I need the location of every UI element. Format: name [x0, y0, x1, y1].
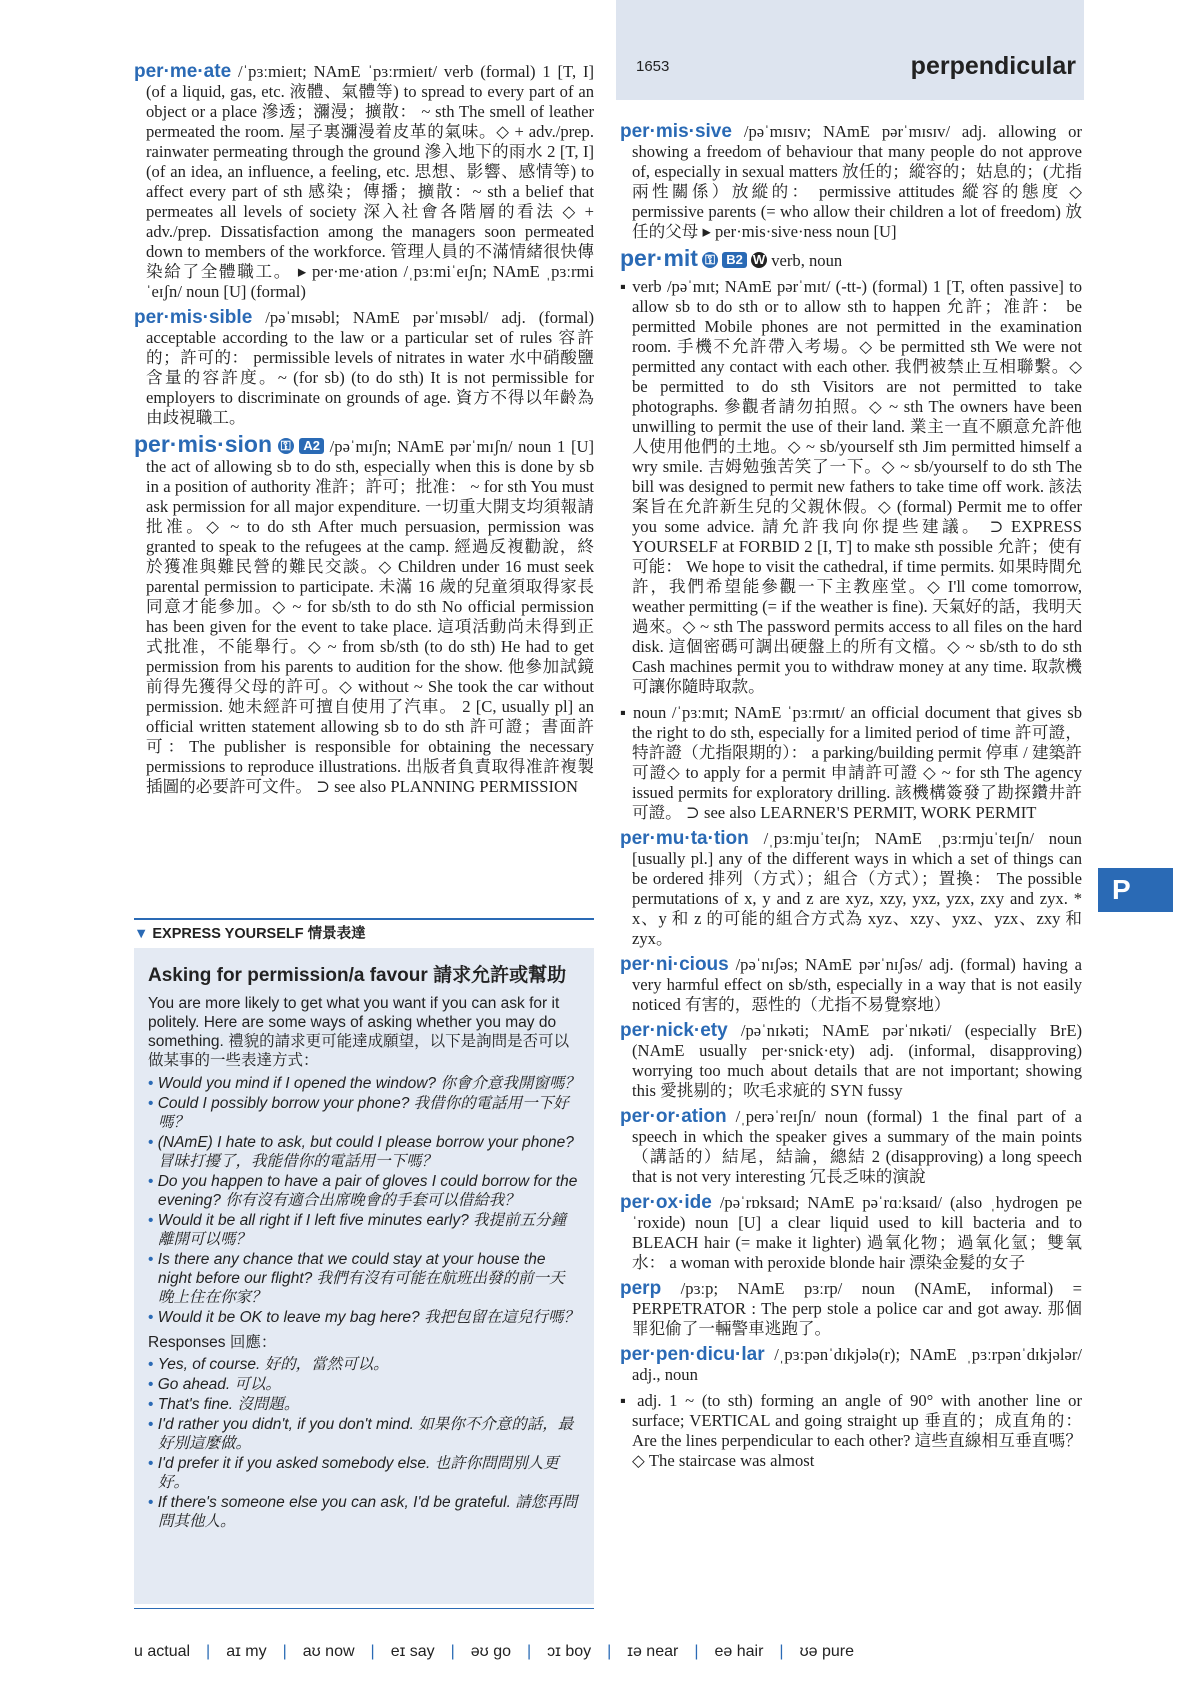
list-item: • I'd rather you didn't, if you don't mind. 如果你不介意的話，最好別這麼做。 — [148, 1415, 580, 1453]
oxford3000-key-icon: ⚿ — [278, 438, 294, 454]
headword: per·mis·sive — [620, 122, 732, 142]
box-intro: You are more likely to get what you want if you can ask for it politely. Here are some ways of asking whether you may do something. 禮貌的請求更可能達成願望，以下是詢問是否可以做某事的一些表達方式： — [148, 995, 570, 1069]
entry-perpendicular — [620, 1345, 1082, 1385]
level-badge-a2: A2 — [299, 438, 324, 454]
footer-item: əʊ go — [470, 1643, 512, 1660]
list-item: • Go ahead. 可以。 — [148, 1375, 580, 1394]
entry-permeate — [134, 62, 594, 302]
entry-body: /ˌpɜːmjuˈteɪʃn; NAmE ˌpɜːrmjuˈteɪʃn/ noun [usually pl.] any of the different ways in which a set of things can be ordered 排列（方式）；組合（方式）；置換： The possible permutations of x, y and z are xyz, xzy, yxz, yzx, zxy and zyx. * x、y 和 z 的可能的組合方式為 xyz、xzy、yxz、yzx、zxy 和 zyx。 — [632, 829, 1082, 948]
header-band — [616, 0, 1084, 100]
list-item: • Is there any chance that we could stay at your house the night before our flight? 我們有沒有可能在航班出發的前一天晚上住在你家？ — [148, 1250, 580, 1307]
list-item: • (NAmE) I hate to ask, but could I please borrow your phone? 冒昧打擾了，我能借你的電話用一下嗎？ — [148, 1133, 580, 1171]
footer-separator: | — [370, 1643, 375, 1660]
list-item: • Would you mind if I opened the window? 你會介意我開窗嗎？ — [148, 1074, 580, 1093]
list-item: • Would it be all right if I left five minutes early? 我提前五分鐘離開可以嗎？ — [148, 1211, 580, 1249]
footer-item: aʊ now — [302, 1643, 355, 1660]
box-top-rule — [134, 918, 594, 920]
headword: per·ni·cious — [620, 954, 729, 975]
footer-item: ɔɪ boy — [547, 1643, 592, 1660]
list-item: • If there's someone else you can ask, I'd be grateful. 請您再問問其他人。 — [148, 1493, 580, 1531]
oxford3000-key-icon: ⚿ — [702, 252, 718, 268]
list-item: • Do you happen to have a pair of gloves I could borrow for the evening? 你有沒有適合出席晚會的手套可以借給我？ — [148, 1172, 580, 1210]
headword: per·mu·ta·tion — [620, 828, 749, 849]
box-title: Asking for permission/a favour 請求允許或幫助 — [148, 965, 567, 986]
express-yourself-header — [134, 922, 594, 946]
entry-permit — [620, 245, 1082, 271]
box-bottom-rule — [134, 1608, 594, 1609]
right-column — [620, 122, 1082, 1622]
entry-permissible — [134, 308, 594, 428]
list-item: • Yes, of course. 好的，當然可以。 — [148, 1355, 580, 1374]
footer-separator: | — [607, 1643, 612, 1660]
entry-body: ▪ noun /ˈpɜːmɪt; NAmE ˈpɜːrmɪt/ an official document that gives sb the right to do sth, especially for a limited period of time 許可證，特許證（尤指限期的）： a parking/building permit 停車 / 建築許可證◇ to apply for a permit 申請許可證 ◇ ~ for sth The agency issued permits for exploratory drilling. 該機構簽發了勘探鑽井許可證。 ⊃ see also LEARNER'S PERMIT, WORK PERMIT — [620, 703, 1082, 822]
footer-separator: | — [282, 1643, 287, 1660]
written-word-icon: W — [752, 252, 766, 267]
entry-body: /pəˈnɪkəti; NAmE pərˈnɪkəti/ (especially BrE) (NAmE usually per·snick·ety) adj. (informal, disapproving) worrying too much about details that are not important; showing this 愛挑剔的；吹毛求疵的 SYN fussy — [632, 1021, 1082, 1100]
headword: per·mit — [620, 245, 698, 271]
entry-body: /pɜːp; NAmE pɜːrp/ noun (NAmE, informal) = PERPETRATOR : The perp stole a police car and got away. 那個罪犯偷了一輛警車逃跑了。 — [632, 1279, 1082, 1338]
footer-separator: | — [450, 1643, 455, 1660]
footer-item: eɪ say — [390, 1643, 435, 1660]
page-number: 1653 — [636, 58, 670, 75]
entry-permit-verb — [620, 277, 1082, 697]
entry-body: ▪ adj. 1 ~ (to sth) forming an angle of 90° with another line or surface; VERTICAL and going straight up 垂直的；成直角的： Are the lines perpendicular to each other? 這些直線相互垂直嗎？◇ The staircase was almost — [620, 1391, 1082, 1470]
entry-body: /ˈpɜːmieɪt; NAmE ˈpɜːrmieɪt/ verb (formal) 1 [T, I] (of a liquid, gas, etc. 液體、氣體等) to spread to every part of an object or a place 滲透；瀰漫；擴散： ~ sth The smell of leather permeated the room. 屋子裏瀰漫着皮革的氣味。◇ + adv./prep. rainwater permeating through the ground 滲入地下的雨水 2 [T, I] (of an idea, an influence, a feeling, etc. 思想、影響、感情等) to affect every part of sth 感染；傳播；擴散：~ sth a belief that permeates all levels of society 深入社會各階層的看法 ◇ + adv./prep. Dissatisfaction among the managers soon permeated down to members of the workforce. 管理人員的不滿情緒很快傳染給了全體職工。 ▸ per·me·ation /ˌpɜːmiˈeɪʃn; NAmE ˌpɜːrmiˈeɪʃn/ noun [U] (formal) — [146, 62, 594, 301]
entry-permutation — [620, 829, 1082, 949]
entry-body: /ˌpɜːpənˈdɪkjələ(r); NAmE ˌpɜːrpənˈdɪkjələr/ adj., noun — [632, 1345, 1082, 1384]
thumb-index-tab[interactable]: P — [1098, 868, 1173, 912]
headword: per·me·ate — [134, 62, 232, 82]
footer-separator: | — [694, 1643, 699, 1660]
entry-body: /pəˈmɪʃn; NAmE pərˈmɪʃn/ noun 1 [U] the act of allowing sb to do sth, especially when this is done by sb in a position of authority 准許；許可；批准： ~ for sth You must ask permission for all major expenditure. 一切重大開支均須報請批准。◇ ~ to do sth After much persuasion, permission was granted to speak to the refugees at the camp. 經過反複勸說，終於獲准與難民營的難民交談。◇ Children under 16 must seek parental permission to participate. 未滿 16 歲的兒童須取得家長同意才能參加。◇ ~ for sb/sth to do sth No official permission has been given for the event to take place. 這項活動尚未得到正式批准，不能舉行。◇ ~ from sb/sth (to do sth) He had to get permission from his parents to audition for the show. 他參加試鏡前得先獲得父母的許可。◇ without ~ She took the car without permission. 她未經許可擅自使用了汽車。 2 [C, usually pl] an official written statement allowing sb to do sth 許可證；書面許可：The publisher is responsible for obtaining the necessary permissions to reproduce illustrations. 出版者負責取得准許複製插圖的必要許可文件。 ⊃ see also PLANNING PERMISSION — [146, 437, 594, 796]
footer-item: eə hair — [714, 1643, 764, 1660]
footer-separator: | — [527, 1643, 532, 1660]
express-yourself-label: EXPRESS YOURSELF 情景表達 — [152, 926, 366, 942]
headword: per·nick·ety — [620, 1020, 728, 1041]
entry-body: verb, noun — [771, 251, 843, 270]
footer-item: aɪ my — [226, 1643, 267, 1660]
expression-list — [148, 1074, 580, 1327]
entry-pernickety — [620, 1021, 1082, 1101]
entry-body: ▪ verb /pəˈmɪt; NAmE pərˈmɪt/ (-tt-) (formal) 1 [T, often passive] to allow sb to do sth or to allow sth to happen 允許；准許： be permitted Mobile phones are not permitted in the examination room. 手機不允許帶入考場。◇ be permitted sth We were not permitted any contact with each other. 我們被禁止互相聯繫。◇ be permitted to do sth Visitors are not permitted to take photographs. 參觀者請勿拍照。◇ ~ sth The owners have been unwilling to permit the use of their land. 業主一直不願意允許他人使用他們的土地。◇ ~ sb/yourself sth Jim permitted himself a wry smile. 吉姆勉強苦笑了一下。◇ ~ sb/yourself to do sth The bill was designed to permit new fathers to take time off work. 該法案旨在允許新生兒的父親休假。◇ (formal) Permit me to offer you some advice. 請允許我向你提些建議。 ⊃ EXPRESS YOURSELF at FORBID 2 [I, T] to make sth possible 允許；使有可能： We hope to visit the cathedral, if time permits. 如果時間允許，我們希望能參觀一下主教座堂。◇ I'll come tomorrow, weather permitting (= if the weather is fine). 天氣好的話，我明天過來。◇ ~ sth The password permits access to all files on the hard disk. 這個密碼可調出硬盤上的所有文檔。◇ ~ sb/sth to do sth Cash machines permit you to withdraw money at any time. 取款機可讓你隨時取款。 — [620, 277, 1082, 696]
footer-item: u actual — [134, 1643, 191, 1660]
entry-body: /pəˈmɪsəbl; NAmE pərˈmɪsəbl/ adj. (formal) acceptable according to the law or a particular set of rules 容許的；許可的： permissible levels of nitrates in water 水中硝酸鹽含量的容許度。~ (for sb) (to do sth) It is not permissible for employers to discriminate on grounds of age. 資方不得以年齡為由歧視職工。 — [146, 308, 594, 427]
headword: per·or·ation — [620, 1106, 727, 1127]
footer-separator: | — [779, 1643, 784, 1660]
list-item: • Could I possibly borrow your phone? 我借你的電話用一下好嗎？ — [148, 1094, 580, 1132]
entry-permit-noun — [620, 703, 1082, 823]
headword: per·mis·sion — [134, 431, 273, 457]
list-item: • Would it be OK to leave my bag here? 我把包留在這兒行嗎？ — [148, 1308, 580, 1327]
entry-body: /pəˈrɒksaɪd; NAmE pəˈrɑːksaɪd/ (also ˌhydrogen peˈroxide) noun [U] a clear liquid used to kill bacteria and to BLEACH hair (= make it lighter) 過氧化物；過氧化氫；雙氧水： a woman with peroxide blonde hair 漂染金髮的女子 — [632, 1193, 1082, 1272]
entry-perpendicular-adj — [620, 1391, 1082, 1471]
entry-peroxide — [620, 1193, 1082, 1273]
entry-pernicious — [620, 955, 1082, 1015]
footer-separator: | — [206, 1643, 211, 1660]
footer-item: ɪə near — [627, 1643, 679, 1660]
list-item: • That's fine. 沒問題。 — [148, 1395, 580, 1414]
headword: per·ox·ide — [620, 1192, 712, 1213]
pronunciation-footer — [134, 1640, 1094, 1664]
running-head: perpendicular — [910, 52, 1076, 80]
headword: per·pen·dicu·lar — [620, 1344, 765, 1365]
entry-permission — [134, 431, 594, 797]
triangle-down-icon: ▼ — [134, 926, 149, 942]
entry-body: /pəˈnɪʃəs; NAmE pərˈnɪʃəs/ adj. (formal) having a very harmful effect on sb/sth, especially in a way that is not easily noticed 有害的，惡性的（尤指不易覺察地） — [632, 955, 1082, 1014]
entry-perp — [620, 1279, 1082, 1339]
entry-permissive — [620, 122, 1082, 242]
entry-body: /ˌperəˈreɪʃn/ noun (formal) 1 the final part of a speech in which the speaker gives a summary of the main points （講話的）結尾，結論，總結 2 (disapproving) a long speech that is not very interesting 冗長乏味的演說 — [632, 1107, 1082, 1186]
list-item: • I'd prefer it if you asked somebody else. 也許你問問別人更好。 — [148, 1454, 580, 1492]
entry-peroration — [620, 1107, 1082, 1187]
express-yourself-box — [134, 948, 594, 1604]
responses-list — [148, 1355, 580, 1531]
footer-item: ʊə pure — [799, 1643, 855, 1660]
responses-label: Responses 回應： — [148, 1334, 277, 1351]
level-badge-b2: B2 — [722, 252, 747, 268]
entry-body: /pəˈmɪsɪv; NAmE pərˈmɪsɪv/ adj. allowing or showing a freedom of behaviour that many people do not approve of, especially in sexual matters 放任的；縱容的；姑息的；(尤指兩性關係）放縱的： permissive attitudes 縱容的態度 ◇ permissive parents (= who allow their children a lot of freedom) 放任的父母 ▸ per·mis·sive·ness noun [U] — [632, 122, 1082, 241]
headword: per·mis·sible — [134, 307, 253, 328]
headword: perp — [620, 1278, 662, 1299]
